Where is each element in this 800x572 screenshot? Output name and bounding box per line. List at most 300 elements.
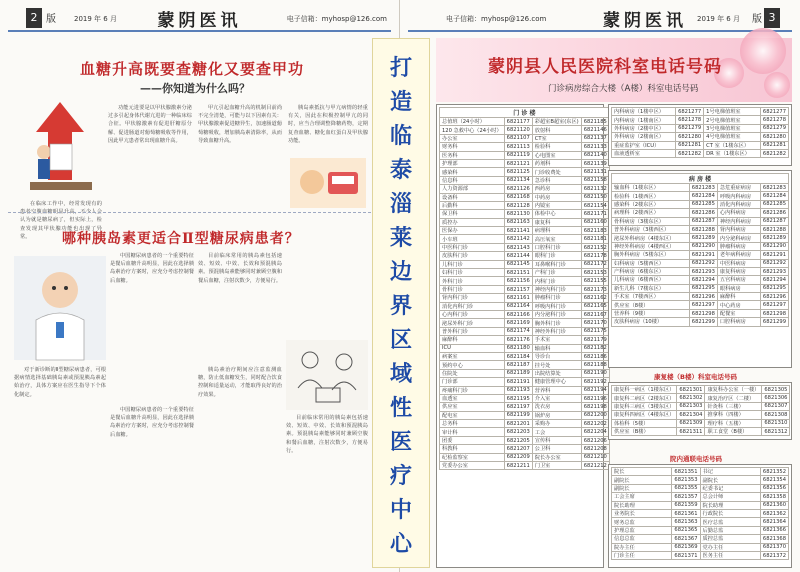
- phone-number: 6821195: [504, 394, 532, 402]
- phone-number: 6821209: [504, 453, 532, 461]
- table-row: [440, 462, 610, 470]
- phone-number: 6821212: [581, 462, 609, 470]
- table-row: [612, 192, 789, 200]
- phone-number: 6821361: [672, 509, 700, 517]
- department-name: 泌尿外科门诊: [440, 319, 505, 327]
- phone-number: 6821288: [760, 225, 788, 233]
- department-name: 门诊主任: [612, 551, 672, 559]
- table-row: [440, 394, 610, 402]
- phone-number: 6821169: [504, 319, 532, 327]
- article1-col2: 功能元进要是以甲状腺激素分泌过多引起身体代谢亢进的一种临床综合征。甲状腺激素有促进肝糖原分解、促进肠道对葡萄糖吸收等作用，因此甲亢患者常出现血糖升高。: [108, 105, 192, 144]
- phone-number: 6821168: [504, 193, 532, 201]
- phone-number: 6821363: [672, 518, 700, 526]
- table-row: [440, 185, 610, 193]
- department-name: 药剂科: [532, 159, 581, 167]
- phone-number: 6821143: [504, 243, 532, 251]
- phone-number: 6821150: [581, 193, 609, 201]
- rehab-phone-table: [611, 385, 790, 436]
- phone-number: 6821306: [762, 394, 790, 402]
- slogan-char: 医: [389, 429, 412, 455]
- table-row: [440, 386, 610, 394]
- phone-number: 6821298: [760, 309, 788, 317]
- phone-number: 6821299: [760, 318, 788, 326]
- internal-phone-table: [611, 467, 789, 560]
- phone-directory-banner: [436, 38, 792, 102]
- department-name: 彩超室B超室(东区): [532, 118, 581, 126]
- blossom-decoration: [740, 28, 786, 74]
- phone-number: 6821359: [672, 501, 700, 509]
- department-name: 肾内科门诊: [440, 294, 505, 302]
- phone-number: 6821161: [504, 294, 532, 302]
- department-name: 财务总监: [612, 518, 672, 526]
- phone-number: 6821201: [504, 420, 532, 428]
- phone-number: 6821183: [581, 227, 609, 235]
- department-name: 中医科病房: [717, 259, 760, 267]
- table-row: [612, 518, 789, 526]
- department-name: 妇科门诊: [440, 269, 505, 277]
- article1-headline: 血糖升高既要查糖化又要查甲功: [80, 60, 305, 78]
- article1-col4: 胰岛素抵抗与甲亢病情的轻重有关，因此在积极控制甲亢的同时，应当合理调整降糖药物，定期复查血糖、糖化血红蛋白及甲状腺功能。: [288, 105, 368, 144]
- department-name: 心内科病房: [717, 209, 760, 217]
- phone-number: 6821298: [689, 309, 717, 317]
- table-row: [440, 176, 610, 184]
- department-name: 内分泌科病房: [717, 234, 760, 242]
- outpatient-table-box: [436, 104, 607, 568]
- department-name: 营养科（9楼）: [612, 309, 690, 317]
- table-row: [612, 394, 790, 402]
- phone-number: 6821157: [504, 285, 532, 293]
- phone-number: 6821279: [676, 124, 704, 132]
- phone-number: 6821364: [760, 518, 788, 526]
- department-name: 预约中心: [440, 361, 505, 369]
- phone-number: 6821310: [762, 419, 790, 427]
- department-name: 住院处: [440, 369, 505, 377]
- page-number: 2: [26, 8, 42, 28]
- table-row: [440, 352, 610, 360]
- department-name: 职工食堂（B楼）: [705, 427, 762, 435]
- department-name: 康复科二病区（2楼东区）: [612, 394, 677, 402]
- phone-number: 6821281: [760, 141, 788, 149]
- phone-number: 6821158: [581, 176, 609, 184]
- table-row: [612, 543, 789, 551]
- phone-number: 6821284: [760, 192, 788, 200]
- phone-number: 6821365: [672, 526, 700, 534]
- phone-number: 6821352: [760, 468, 788, 476]
- table-row: [612, 141, 789, 149]
- department-name: 病案室: [440, 352, 505, 360]
- table-row: [440, 302, 610, 310]
- department-name: 内分泌科门诊: [532, 310, 581, 318]
- department-name: 五官科病房: [717, 276, 760, 284]
- article2-col6: 中国糖尿病患者的一个重要特征是餐后血糖升高明显，因此在选择胰岛素治疗方案时，应充分考虑控制餐后血糖。: [110, 407, 194, 438]
- phone-number: 6821354: [760, 476, 788, 484]
- article2-col5: 目前临床常用的胰岛素包括速效、短效、中效、长效和预混胰岛素。预混胰岛素能够同时兼顾空腹和餐后血糖，注射次数少，方便易行。: [286, 415, 368, 454]
- phone-number: 6821297: [689, 301, 717, 309]
- department-name: 医疗总监: [700, 518, 760, 526]
- phone-number: 6821184: [504, 352, 532, 360]
- email-line: 电子信箱：myhosp@126.com: [286, 15, 387, 23]
- department-name: 护理总监: [612, 526, 672, 534]
- rising-arrow-illustration: [22, 92, 100, 196]
- phone-number: 6821153: [581, 269, 609, 277]
- directory-title: 蒙阴县人民医院科室电话号码: [488, 57, 722, 77]
- department-name: 康复科三病区（3楼东区）: [612, 402, 677, 410]
- department-name: 党办主任: [700, 543, 760, 551]
- table-row: [612, 301, 789, 309]
- phone-number: 6821286: [689, 209, 717, 217]
- consultation-illustration: [286, 340, 368, 410]
- ward-table-b-box: [608, 104, 792, 166]
- department-name: 儿科病房（6楼西区）: [612, 276, 690, 284]
- department-name: 3号电梯值班室: [704, 124, 761, 132]
- phone-number: 6821282: [760, 149, 788, 157]
- department-name: 感染科（2楼东区）: [612, 200, 690, 208]
- department-name: 配电室: [440, 411, 505, 419]
- phone-number: 6821160: [581, 218, 609, 226]
- table-row: [612, 309, 789, 317]
- table-row: [440, 151, 610, 159]
- phone-number: 6821202: [581, 420, 609, 428]
- phone-number: 6821351: [672, 468, 700, 476]
- department-name: 行政院长: [700, 509, 760, 517]
- table-row: [612, 535, 789, 543]
- phone-number: 6821133: [581, 143, 609, 151]
- phone-number: 6821194: [581, 386, 609, 394]
- phone-number: 6821206: [581, 436, 609, 444]
- department-name: CT 室（1楼东区）: [704, 141, 761, 149]
- article2-headline: 哪种胰岛素更适合Ⅱ型糖尿病患者？: [62, 231, 300, 247]
- department-name: 营养科: [532, 386, 581, 394]
- department-name: 体检科（5楼）: [612, 419, 677, 427]
- department-name: ICU: [440, 344, 505, 352]
- phone-number: 6821277: [676, 108, 704, 116]
- table-row: [440, 126, 610, 134]
- department-name: 内科病房（1楼中区）: [612, 108, 676, 116]
- slogan-char: 边: [389, 259, 412, 285]
- table-row: [440, 252, 610, 260]
- department-name: 院办主任: [612, 543, 672, 551]
- phone-number: 6821371: [672, 551, 700, 559]
- table-row: [612, 293, 789, 301]
- department-name: 检验科: [532, 143, 581, 151]
- table-row: [612, 217, 789, 225]
- table-row: [612, 200, 789, 208]
- internal-phone-label: 院内通联电话号码: [670, 455, 722, 463]
- table-row: [440, 210, 610, 218]
- table-row: [612, 184, 789, 192]
- phone-number: 6821370: [760, 543, 788, 551]
- department-name: 院长: [612, 468, 672, 476]
- table-row: [612, 116, 789, 124]
- table-row: [612, 493, 789, 501]
- slogan-char: 泰: [389, 157, 412, 183]
- department-name: 挂号处: [532, 361, 581, 369]
- phone-number: 6821189: [504, 369, 532, 377]
- department-name: 门诊收费处: [532, 168, 581, 176]
- article2-col1: 中国糖尿病患者的一个重要特征是餐后血糖升高明显，因此在选择胰岛素治疗方案时，应充分考虑控制餐后血糖。: [110, 253, 194, 284]
- department-name: 输血科: [532, 344, 581, 352]
- phone-number: 6821303: [677, 402, 705, 410]
- department-name: 体检中心: [532, 210, 581, 218]
- department-name: 高压氧室: [532, 235, 581, 243]
- department-name: 外科病房（2楼南区）: [612, 133, 676, 141]
- department-name: 消化内科门诊: [440, 302, 505, 310]
- table-row: [440, 143, 610, 151]
- table-row: [612, 427, 790, 435]
- table-row: [612, 284, 789, 292]
- blossom-decoration: [764, 72, 790, 98]
- phone-number: 6821307: [762, 402, 790, 410]
- department-name: 保卫科: [440, 210, 505, 218]
- department-name: 理疗科（五楼）: [705, 419, 762, 427]
- table-row: [612, 259, 789, 267]
- phone-number: 6821286: [760, 209, 788, 217]
- ward-building-table-box: [608, 170, 792, 368]
- table-row: [440, 201, 610, 209]
- phone-number: 6821360: [760, 501, 788, 509]
- phone-number: 6821278: [760, 116, 788, 124]
- table-row: [612, 476, 789, 484]
- phone-number: 6821278: [676, 116, 704, 124]
- department-name: 业务院长: [612, 509, 672, 517]
- table-row: [440, 285, 610, 293]
- department-name: 输血科（1楼东区）: [612, 184, 690, 192]
- phone-number: 6821197: [504, 403, 532, 411]
- phone-number: 6821292: [760, 259, 788, 267]
- table-row: [612, 551, 789, 559]
- phone-number: 6821290: [689, 242, 717, 250]
- department-name: 康复科一病区（1楼东区）: [612, 386, 677, 394]
- department-name: 中医科门诊: [440, 243, 505, 251]
- department-name: 健康管理中心: [532, 378, 581, 386]
- department-name: 眼科门诊: [532, 252, 581, 260]
- phone-number: 6821180: [504, 344, 532, 352]
- phone-number: 6821181: [581, 235, 609, 243]
- phone-number: 6821134: [504, 176, 532, 184]
- table-row: [440, 310, 610, 318]
- phone-number: 6821120: [504, 126, 532, 134]
- slogan-char: 区: [389, 327, 412, 353]
- phone-number: 6821185: [581, 118, 609, 126]
- department-name: 耳鼻喉科门诊: [532, 260, 581, 268]
- phone-number: 6821301: [677, 386, 705, 394]
- phone-number: 6821211: [504, 462, 532, 470]
- department-name: 设备科: [440, 193, 505, 201]
- phone-number: 6821308: [762, 411, 790, 419]
- masthead-right: [408, 6, 792, 32]
- table-row: [440, 277, 610, 285]
- phone-number: 6821369: [672, 543, 700, 551]
- department-name: 洗衣房: [532, 403, 581, 411]
- table-row: [612, 242, 789, 250]
- section-divider: [8, 212, 391, 213]
- department-name: 麻醉科: [717, 293, 760, 301]
- phone-number: 6821113: [504, 143, 532, 151]
- phone-number: 6821132: [581, 185, 609, 193]
- department-name: 内科病房（1楼南区）: [612, 116, 676, 124]
- ward-phone-table-b: [611, 107, 789, 158]
- slogan-char: 疗: [389, 463, 412, 489]
- phone-number: 6821210: [581, 453, 609, 461]
- phone-number: 6821367: [672, 535, 700, 543]
- phone-number: 6821283: [689, 184, 717, 192]
- phone-number: 6821175: [581, 327, 609, 335]
- table-row: [612, 402, 790, 410]
- department-name: 外科门诊: [440, 277, 505, 285]
- phone-number: 6821146: [581, 126, 609, 134]
- article2-col2: 目前临床常用的胰岛素包括速效、短效、中效、长效和预混胰岛素。预混胰岛素能够同时兼顾空腹和餐后血糖，注射次数少，方便易行。: [198, 253, 282, 284]
- department-name: 胸外科病房（5楼东区）: [612, 251, 690, 259]
- department-name: 呼吸内科门诊: [532, 302, 581, 310]
- phone-number: 6821155: [581, 277, 609, 285]
- phone-number: 6821139: [581, 159, 609, 167]
- department-name: 皮肤科门诊: [440, 252, 505, 260]
- phone-number: 6821280: [760, 133, 788, 141]
- department-name: 4号电梯值班室: [704, 133, 761, 141]
- department-name: 导诊台: [532, 352, 581, 360]
- table-row: [612, 318, 789, 326]
- department-name: 康复科病房: [717, 267, 760, 275]
- phone-number: 6821294: [689, 276, 717, 284]
- department-name: 宣传科: [532, 436, 581, 444]
- phone-number: 6821187: [504, 361, 532, 369]
- table-row: [440, 243, 610, 251]
- table-row: [440, 134, 610, 142]
- table-row: [612, 149, 789, 157]
- phone-number: 6821154: [581, 201, 609, 209]
- phone-number: 6821190: [581, 369, 609, 377]
- department-name: 感染科: [440, 168, 505, 176]
- table-row: [440, 369, 610, 377]
- department-name: 质控总监: [700, 535, 760, 543]
- ward-building-phone-table: [611, 173, 789, 327]
- phone-number: 6821289: [760, 234, 788, 242]
- doctor-illustration: [14, 256, 106, 360]
- table-row: [440, 260, 610, 268]
- phone-number: 6821176: [504, 336, 532, 344]
- phone-number: 6821362: [760, 509, 788, 517]
- table-row: [612, 209, 789, 217]
- phone-number: 6821145: [504, 260, 532, 268]
- table-row: [440, 159, 610, 167]
- table-row: [440, 378, 610, 386]
- phone-number: 6821372: [760, 551, 788, 559]
- department-name: 2号电梯值班室: [704, 116, 761, 124]
- department-name: 神经内科病房: [717, 217, 760, 225]
- department-name: 口腔科门诊: [532, 243, 581, 251]
- department-name: 出院结算处: [532, 369, 581, 377]
- phone-number: 6821293: [760, 267, 788, 275]
- department-name: 采购办: [532, 420, 581, 428]
- phone-number: 6821296: [760, 293, 788, 301]
- department-name: 纪检监察室: [440, 453, 505, 461]
- ward-building-header: 病 房 楼: [612, 174, 789, 184]
- department-name: 内镜室: [532, 201, 581, 209]
- table-row: [440, 445, 610, 453]
- table-row: [440, 168, 610, 176]
- phone-number: 6821289: [689, 234, 717, 242]
- table-row: [612, 484, 789, 492]
- phone-number: 6821156: [504, 277, 532, 285]
- vertical-slogan: [373, 51, 429, 561]
- phone-number: 6821192: [581, 378, 609, 386]
- department-name: 医保办: [440, 227, 505, 235]
- department-name: 神经内科门诊: [532, 285, 581, 293]
- department-name: 总务科: [440, 420, 505, 428]
- slogan-panel: [372, 38, 430, 568]
- department-name: 质控办: [440, 218, 505, 226]
- department-name: CT室: [532, 134, 581, 142]
- slogan-char: 界: [389, 293, 412, 319]
- department-name: 康复科: [532, 218, 581, 226]
- phone-number: 6821284: [689, 192, 717, 200]
- phone-number: 6821285: [689, 200, 717, 208]
- page-ban-label: 版: [46, 14, 56, 25]
- department-name: 门卫室: [532, 462, 581, 470]
- phone-number: 6821121: [504, 159, 532, 167]
- department-name: DR 室（1楼东区）: [704, 149, 761, 157]
- phone-number: 6821119: [504, 151, 532, 159]
- department-name: 信息科: [440, 176, 505, 184]
- phone-number: 6821144: [504, 252, 532, 260]
- phone-number: 6821277: [760, 108, 788, 116]
- phone-number: 6821288: [689, 225, 717, 233]
- table-row: [612, 411, 790, 419]
- phone-number: 6821287: [760, 217, 788, 225]
- phone-number: 6821299: [689, 318, 717, 326]
- table-row: [612, 276, 789, 284]
- table-row: [440, 436, 610, 444]
- phone-number: 6821355: [672, 484, 700, 492]
- department-name: 神经外科门诊: [532, 327, 581, 335]
- article1-subhead: ——你知道为什么吗？: [140, 82, 250, 95]
- table-row: [440, 319, 610, 327]
- department-name: 麻醉科: [440, 336, 505, 344]
- department-name: 内科门诊: [532, 277, 581, 285]
- department-name: 书记: [700, 468, 760, 476]
- article1-col3: 甲亢引起血糖升高的机制目前尚不完全清楚，可能与以下因素有关：甲状腺激素促进糖异生，加速肠道葡萄糖吸收，增加胰岛素清除率，从而导致血糖升高。: [198, 105, 282, 144]
- phone-number: 6821130: [504, 210, 532, 218]
- department-name: 西药房: [532, 185, 581, 193]
- right-page: [400, 0, 800, 572]
- department-name: 皮肤科病房（10楼）: [612, 318, 690, 326]
- department-name: 审计科: [440, 428, 505, 436]
- table-row: [440, 118, 610, 126]
- phone-number: 6821152: [581, 243, 609, 251]
- phone-number: 6821166: [504, 310, 532, 318]
- department-name: 骨科门诊: [440, 285, 505, 293]
- department-name: 胸外科门诊: [532, 319, 581, 327]
- directory-subtitle: 门诊病房综合大楼（A楼）科室电话号码: [548, 84, 699, 94]
- department-name: 产科门诊: [532, 269, 581, 277]
- phone-number: 6821294: [760, 276, 788, 284]
- table-row: [440, 235, 610, 243]
- department-name: 供应室（8楼）: [612, 301, 690, 309]
- department-name: 产科病房（6楼东区）: [612, 267, 690, 275]
- table-row: [440, 294, 610, 302]
- department-name: 眼科病房: [717, 284, 760, 292]
- department-name: 妇科病房（5楼西区）: [612, 259, 690, 267]
- department-name: 供应室: [440, 403, 505, 411]
- department-name: 急危重症病房: [717, 184, 760, 192]
- department-name: 小车班: [440, 235, 505, 243]
- department-name: 手术室（7楼西区）: [612, 293, 690, 301]
- phone-number: 6821179: [581, 336, 609, 344]
- phone-number: 6821368: [760, 535, 788, 543]
- department-name: 后勤总监: [700, 526, 760, 534]
- phone-number: 6821126: [504, 185, 532, 193]
- slogan-char: 心: [389, 531, 412, 557]
